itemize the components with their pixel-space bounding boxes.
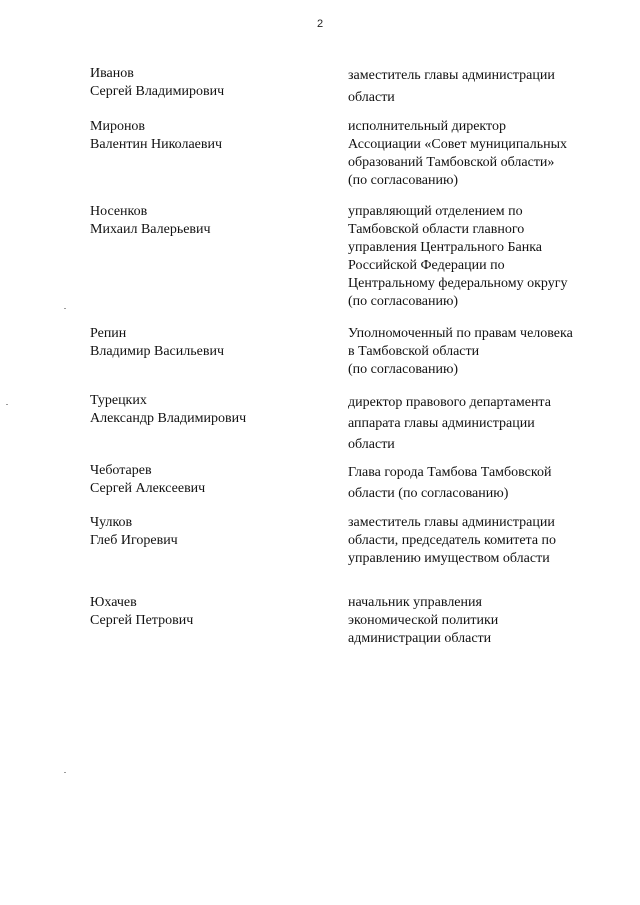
member-position: Глава города Тамбова Тамбовской области (по согласованию) bbox=[348, 465, 552, 501]
member-name: Чеботарев Сергей Алексеевич bbox=[90, 463, 206, 496]
scan-artifact-mark bbox=[64, 772, 66, 773]
member-position: директор правового департамента аппарата главы администрации области bbox=[348, 395, 551, 452]
member-name: Турецких Александр Владимирович bbox=[90, 393, 247, 426]
member-position: Уполномоченный по правам человека в Тамбовской области (по согласованию) bbox=[348, 326, 573, 377]
member-position: исполнительный директор Ассоциации «Совет муниципальных образований Тамбовской области» (по согласованию) bbox=[348, 119, 567, 188]
member-position: заместитель главы администрации области bbox=[348, 68, 555, 105]
member-position: начальник управления экономической политики администрации области bbox=[348, 595, 499, 646]
scan-artifact-mark bbox=[64, 308, 66, 309]
member-position: заместитель главы администрации области, председатель комитета по управлению имуществом области bbox=[348, 515, 557, 566]
page-number: 2 bbox=[316, 18, 324, 30]
scan-artifact-mark bbox=[6, 404, 8, 405]
member-name: Носенков Михаил Валерьевич bbox=[90, 204, 211, 237]
member-name: Чулков Глеб Игоревич bbox=[90, 515, 178, 548]
member-name: Репин Владимир Васильевич bbox=[90, 326, 224, 359]
member-name: Иванов Сергей Владимирович bbox=[90, 66, 225, 99]
member-position: управляющий отделением по Тамбовской области главного управления Центрального Банка Российской Федерации по Центральному федеральному округу (по согласованию) bbox=[348, 204, 568, 309]
member-name: Юхачев Сергей Петрович bbox=[90, 595, 194, 628]
member-name: Миронов Валентин Николаевич bbox=[90, 119, 223, 152]
